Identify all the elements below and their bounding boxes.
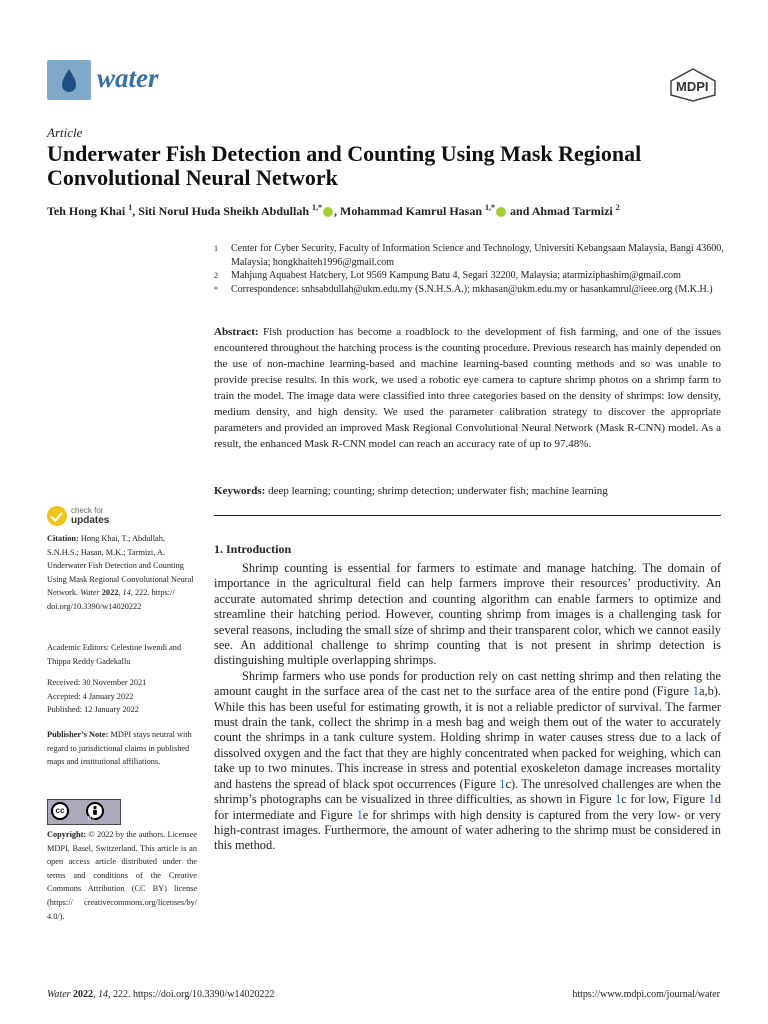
- copyright-label: Copyright:: [47, 830, 87, 839]
- text-run: c). The unresolved challenges are when the shrimp’s photographs can be visualized in three difficulties, as shown in Figure: [214, 776, 721, 807]
- academic-editors: Academic Editors: Celestine Iwendi and Thippa Reddy Gadekallu: [47, 643, 182, 666]
- abstract: [214, 324, 721, 452]
- footer-volume: , 14: [93, 989, 109, 1000]
- affiliation-item: [214, 269, 724, 283]
- affiliation-mark: *: [214, 284, 218, 294]
- author-affiliation-mark: 1,*: [312, 203, 323, 212]
- accepted-date: Accepted: 4 January 2022: [47, 691, 134, 701]
- abstract-label: Abstract:: [214, 326, 259, 338]
- citation-year: 2022: [99, 588, 119, 598]
- affiliations: [214, 242, 724, 296]
- text-run: a,b). While this has been useful for estimating growth, it is not a reliable predictor of survival. The farmer must drain the tank, collect the shrimp in a mesh bag and weigh them out of the water to accurately count the shrimps in a tank culture system. Holding shrimp in water causes stress due to a lack of dissolved oxygen and the fact that they are highly concentrated when packed for weighing, which can take up to two minutes. This increase in stress and potential exoskeleton damage increases mortality and hastens the spread of black spot occurrences (Figure: [214, 684, 721, 791]
- copyright: [47, 828, 197, 923]
- published-date: Published: 12 January 2022: [47, 705, 139, 715]
- publisher-note: [47, 728, 197, 769]
- author-name[interactable]: Ahmad Tarmizi: [531, 204, 613, 218]
- citation: [47, 532, 197, 614]
- paragraph: Shrimp counting is essential for farmers to estimate and manage hatching. The domain of importance in the agricultural field can help farmers improve their resources’ productivity. An accurate automated shrimp detection and counting algorithm can enable farmers to optimize and streamline their hatching period. However, counting shrimp from images is a challenging task for several reasons, including the small size of shrimp and their transparent color, which we cannot easily see. An additional challenge to shrimp counting that is not present in shrimp detection is distinguishing multiple overlapping shrimps.: [214, 561, 721, 668]
- cc-icon: cc: [51, 802, 69, 820]
- orcid-icon[interactable]: [496, 207, 506, 217]
- affiliation-text: Correspondence: snhsabdullah@ukm.edu.my (S.N.H.S.A.); mkhasan@ukm.edu.my or hasankamrul@ieee.org (M.K.H.): [231, 283, 713, 295]
- divider: [214, 515, 721, 516]
- figure-link[interactable]: 1: [499, 776, 506, 791]
- affiliation-mark: 1: [214, 244, 218, 253]
- citation-volume: , 14: [118, 588, 131, 598]
- author-name[interactable]: Mohammad Kamrul Hasan: [340, 204, 483, 218]
- keywords: [214, 483, 721, 499]
- footer-doi[interactable]: , 222. https://doi.org/10.3390/w14020222: [108, 989, 275, 1000]
- footer-journal-url[interactable]: https://www.mdpi.com/journal/water: [572, 989, 720, 1000]
- author-separator: and: [507, 204, 532, 218]
- paragraph: [214, 669, 721, 854]
- affiliation-item: [214, 283, 724, 297]
- author-affiliation-mark: 1: [128, 203, 133, 212]
- citation-text: Hong Khai, T.; Abdullah, S.N.H.S.; Hasan, M.K.; Tarmizi, A. Underwater Fish Detection and Counting Using Mask Regional Convolutional Neural Network.: [47, 534, 194, 598]
- author-name[interactable]: Siti Norul Huda Sheikh Abdullah: [138, 204, 310, 218]
- citation-journal: Water: [80, 588, 100, 598]
- journal-name[interactable]: water: [97, 63, 159, 93]
- footer-citation: [47, 989, 275, 1000]
- text-run: Shrimp farmers who use ponds for production rely on cast netting shrimp and then relating the amount caught in the surface area of the cast net to the surface area of the entire pond (Figure: [214, 668, 721, 699]
- affiliation-mark: 2: [214, 271, 218, 280]
- author-name[interactable]: Teh Hong Khai: [47, 204, 126, 218]
- author-list: [47, 203, 747, 219]
- publisher-note-text: MDPI stays neutral with regard to jurisdictional claims in published maps and institutional affiliations.: [47, 730, 192, 767]
- text-run: e for shrimps with high density is captured from the very low- or very high-contrast images. Furthermore, the amount of water adhering to the shrimp must be considered in this method.: [214, 807, 721, 853]
- publication-dates: [47, 676, 197, 717]
- text-run: c for low, Figure: [621, 792, 709, 807]
- keywords-text: deep learning; counting; shrimp detection; underwater fish; machine learning: [265, 485, 608, 497]
- check-updates-line2: updates: [71, 515, 110, 526]
- figure-link[interactable]: 1: [708, 792, 715, 807]
- text-run: d for intermediate and Figure: [214, 792, 721, 822]
- publisher-logo[interactable]: [668, 68, 718, 107]
- affiliation-text: Mahjung Aquabest Hatchery, Lot 9569 Kampung Batu 4, Segari 32200, Malaysia; atarmiziphashim@gmail.com: [231, 270, 681, 281]
- author-affiliation-mark: 2: [615, 203, 620, 212]
- citation-doi[interactable]: , 222. https:// doi.org/10.3390/w14020222: [47, 588, 175, 611]
- cc-license-badge[interactable]: [47, 799, 121, 825]
- article-type: Article: [47, 125, 83, 140]
- abstract-text: Fish production has become a roadblock to the development of fish farming, and one of the issues encountered throughout the hatching process is the counting procedure. Previous research has mainly depended on the use of non-machine learning-based and machine learning-based counting methods and so was unable to provide precise results. In this work, we used a robotic eye camera to capture shrimp photos on a shrimp farm to train the model. The image data were classified into three categories based on the density of shrimps: low density, medium density, and high density. We used the parameter calibration strategy to discover the appropriate parameters and provided an improved Mask Regional Convolutional Neural Network (Mask R-CNN) model. As a result, the enhanced Mask R-CNN model can reach an accuracy rate of up to 97.48%.: [214, 326, 721, 450]
- article-title: Underwater Fish Detection and Counting Using Mask Regional Convolutional Neural Network: [47, 141, 642, 190]
- check-for-updates-button[interactable]: [47, 506, 177, 528]
- figure-link[interactable]: 1: [692, 684, 699, 699]
- check-icon: [47, 506, 67, 526]
- footer-journal: Water: [47, 989, 71, 1000]
- cc-by-label: BY: [88, 816, 95, 822]
- author-separator: ,: [132, 204, 139, 218]
- copyright-text: © 2022 by the authors. Licensee MDPI, Basel, Switzerland. This article is an open access article distributed under the terms and conditions of the Creative Commons Attribution (CC BY) license (https:// creativecommons.org/licenses/by/ 4.0/).: [47, 830, 197, 921]
- figure-link[interactable]: 1: [615, 792, 622, 807]
- affiliation-item: [214, 242, 724, 269]
- received-date: Received: 30 November 2021: [47, 678, 147, 687]
- affiliation-text: Center for Cyber Security, Faculty of Information Science and Technology, Universiti Kebangsaan Malaysia, Bangi 43600, Malaysia; hongkhaiteh1996@gmail.com: [231, 243, 724, 268]
- journal-logo-icon: [47, 60, 91, 100]
- section-title: 1. Introduction: [214, 542, 292, 556]
- keywords-label: Keywords:: [214, 485, 266, 497]
- figure-link[interactable]: 1: [356, 807, 363, 822]
- author-affiliation-mark: 1,*: [485, 203, 496, 212]
- body-text: [214, 561, 721, 854]
- author-separator: ,: [334, 204, 341, 218]
- orcid-icon[interactable]: [323, 207, 333, 217]
- citation-label: Citation:: [47, 534, 79, 543]
- footer-year: 2022: [70, 989, 94, 1000]
- check-updates-line1: check for: [71, 506, 104, 515]
- publisher-note-label: Publisher’s Note:: [47, 730, 109, 739]
- publisher-name: MDPI: [676, 79, 709, 94]
